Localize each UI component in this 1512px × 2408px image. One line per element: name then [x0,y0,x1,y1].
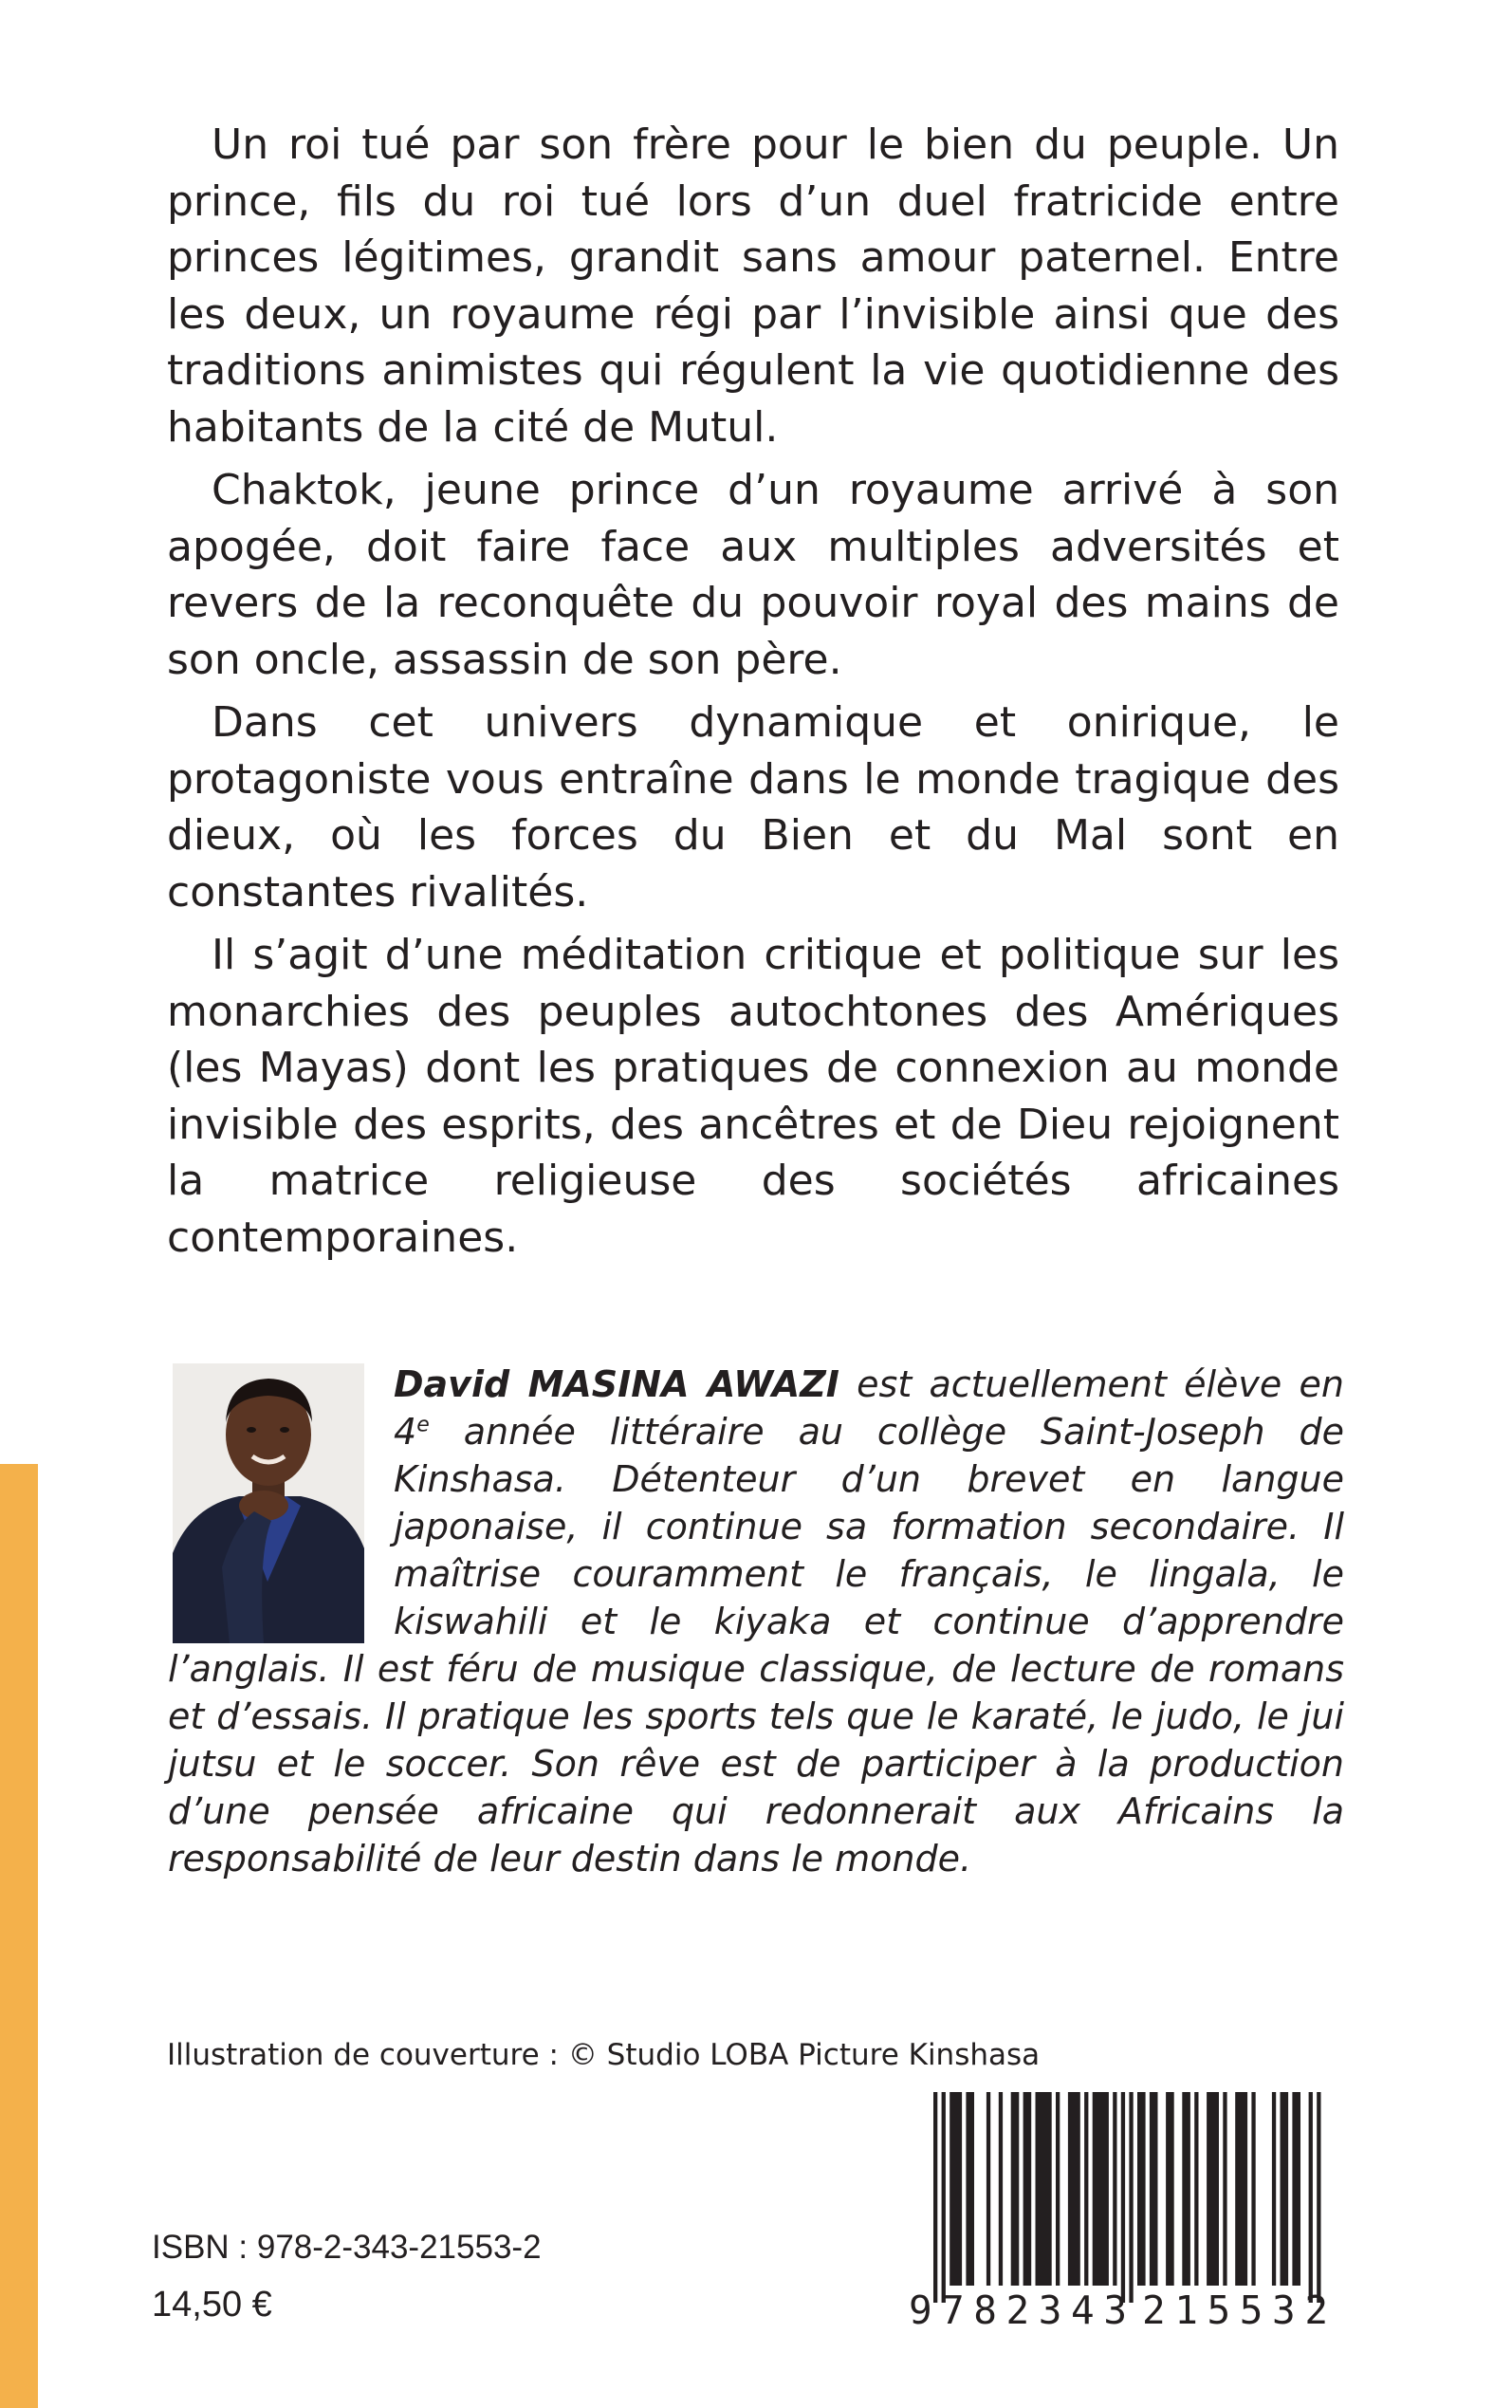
barcode-bars [933,2092,1321,2303]
barcode-first-digit: 9 [909,2288,932,2329]
blurb-paragraph: Dans cet univers dynamique et onirique, le protagoniste vous entraîne dans le monde tragique des dieux, où les forces du Bien et du Mal sont en constantes rivalités. [167,698,1339,917]
barcode-bar [1223,2092,1226,2286]
barcode-bar [1182,2092,1190,2286]
barcode-bar [1011,2092,1020,2286]
barcode-bar [1084,2092,1088,2286]
author-bio-text: année littéraire au collège Saint-Joseph de Kinshasa. Détenteur d’un brevet en langue japonaise, il continue sa formation secondaire. Il maîtrise couramment le français, le lingala, le kiswahili et le kiyaka et continue d’apprendre l’anglais. Il est féru de musique classique, de lecture de romans et d’essais. Il pratique les sports tels que le karaté, le judo, le jui jutsu et le soccer. Son rêve est de participer à la production d’une pensée africaine qui redonnerait aux Africains la responsabilité de leur destin dans le monde. [168,1411,1344,1880]
price: 14,50 € [152,2285,272,2325]
author-biography [168,1361,1344,1882]
barcode-bar [1281,2092,1289,2286]
isbn-barcode [903,2084,1344,2329]
barcode-bar [1166,2092,1174,2286]
barcode-bar [1093,2092,1109,2286]
barcode-left-digits: 782343 [941,2288,1127,2329]
cover-illustration-credit: Illustration de couverture : © Studio LOBA Picture Kinshasa [167,2038,1041,2072]
barcode-guard-bar [942,2092,946,2303]
barcode-guard-bar [1309,2092,1313,2303]
barcode-bar [1194,2092,1198,2286]
barcode-bar [1023,2092,1032,2286]
barcode-bar [1207,2092,1219,2286]
blurb-paragraph: Chaktok, jeune prince d’un royaume arrivé à son apogée, doit faire face aux multiples adversités et revers de la reconquête du pouvoir royal des mains de son oncle, assassin de son père. [167,466,1339,684]
photo-wrap-space [168,1361,394,1645]
barcode-right-digits: 215532 [1142,2288,1328,2329]
barcode-bar [1068,2092,1080,2286]
barcode-graphic [903,2084,1344,2329]
author-name: David MASINA AWAZI [394,1363,839,1405]
barcode-bar [999,2092,1003,2286]
barcode-bar [1150,2092,1158,2286]
blurb-paragraph: Il s’agit d’une méditation critique et politique sur les monarchies des peuples autochtones des Amériques (les Mayas) dont les pratiques de connexion au monde invisible des esprits, des ancêtres et de Dieu rejoignent la matrice religieuse des sociétés africaines contemporaines. [167,931,1339,1262]
barcode-bar [1235,2092,1247,2286]
barcode-bar [1056,2092,1060,2286]
barcode-guard-bar [1129,2092,1133,2303]
barcode-bar [1137,2092,1146,2286]
blurb-paragraph: Un roi tué par son frère pour le bien du peuple. Un prince, fils du roi tué lors d’un duel fratricide entre princes légitimes, grandit sans amour paternel. Entre les deux, un royaume régi par l’invisible ainsi que des traditions animistes qui régulent la vie quotidienne des habitants de la cité de Mutul. [167,120,1339,452]
barcode-bar [1036,2092,1052,2286]
spine-accent-bar [0,1464,38,2408]
back-cover-blurb [167,117,1339,1272]
barcode-bar [1251,2092,1255,2286]
barcode-bar [986,2092,990,2286]
barcode-bar [1113,2092,1116,2286]
barcode-guard-bar [1121,2092,1125,2303]
barcode-bar [1272,2092,1276,2286]
barcode-bar [966,2092,974,2286]
barcode-guard-bar [933,2092,937,2303]
barcode-bar [950,2092,962,2286]
grade-superscript: e [416,1413,430,1437]
barcode-bar [1292,2092,1300,2286]
author-bio-text: est actuellement élève en 4 [394,1363,1345,1453]
barcode-guard-bar [1317,2092,1320,2303]
isbn-number: ISBN : 978-2-343-21553-2 [152,2229,542,2266]
